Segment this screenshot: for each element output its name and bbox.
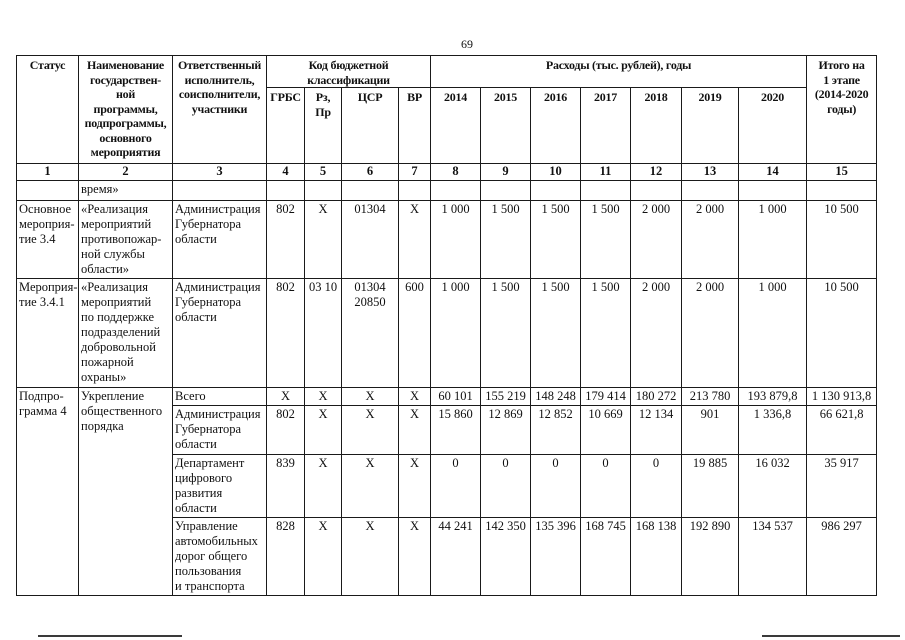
column-number: 14 [739,164,807,181]
expense-2017-cell: 179 414 [581,388,631,406]
vr-header: ВР [399,88,431,164]
total-cell: 10 500 [807,279,877,388]
csr-cell: Х [342,388,399,406]
expense-2017-cell: 168 745 [581,518,631,596]
csr-cell: 01304 [342,201,399,279]
rz-pr-cell: 03 10 [305,279,342,388]
expense-cell [682,181,739,201]
expenses-header: Расходы (тыс. рублей), годы [431,56,807,88]
column-number: 12 [631,164,682,181]
vr-cell: Х [399,518,431,596]
total-cell: 986 297 [807,518,877,596]
page-number: 69 [461,37,473,51]
expense-2016-cell: 0 [531,455,581,518]
rz-pr-cell: Х [305,455,342,518]
expense-2018-cell: 2 000 [631,279,682,388]
csr-cell: Х [342,455,399,518]
rz-pr-cell: Х [305,406,342,455]
table-row [17,201,877,279]
column-number: 3 [173,164,267,181]
grbs-cell [267,181,305,201]
total-cell: 10 500 [807,201,877,279]
expense-2019-cell: 901 [682,406,739,455]
column-number: 8 [431,164,481,181]
expense-2019-cell: 213 780 [682,388,739,406]
name-cell: время» [79,181,173,201]
expense-2014-cell: 0 [431,455,481,518]
column-number: 2 [79,164,173,181]
expense-2015-cell: 1 500 [481,279,531,388]
expense-2019-cell: 192 890 [682,518,739,596]
csr-cell: Х [342,406,399,455]
budget-code-header: Код бюджетной классификации [267,56,431,88]
responsible-header: Ответственный исполнитель, соисполнители, участники [173,56,267,164]
expense-2017-cell: 10 669 [581,406,631,455]
expense-2020-cell: 1 000 [739,201,807,279]
status-cell: Мероприя- тие 3.4.1 [17,279,79,388]
expense-2019-cell: 19 885 [682,455,739,518]
vr-cell: Х [399,455,431,518]
column-number-row [17,164,877,181]
total-cell: 1 130 913,8 [807,388,877,406]
csr-cell [342,181,399,201]
total-cell [807,181,877,201]
vr-cell: Х [399,388,431,406]
column-number: 1 [17,164,79,181]
responsible-cell: Администрация Губернатора области [173,406,267,455]
table-row [17,388,877,406]
rz-pr-cell: Х [305,201,342,279]
expense-2019-cell: 2 000 [682,279,739,388]
expense-cell [481,181,531,201]
rz-pr-cell: Х [305,518,342,596]
expense-2016-cell: 135 396 [531,518,581,596]
expense-2016-cell: 1 500 [531,279,581,388]
status-header: Статус [17,56,79,164]
csr-header: ЦСР [342,88,399,164]
expense-2015-cell: 12 869 [481,406,531,455]
responsible-cell: Всего [173,388,267,406]
expense-2020-cell: 1 000 [739,279,807,388]
expense-2017-cell: 0 [581,455,631,518]
expense-cell [581,181,631,201]
total-header: Итого на 1 этапе (2014-2020 годы) [807,56,877,164]
expense-2018-cell: 168 138 [631,518,682,596]
column-number: 7 [399,164,431,181]
expense-2018-cell: 12 134 [631,406,682,455]
grbs-cell: 802 [267,201,305,279]
expense-2014-cell: 1 000 [431,201,481,279]
grbs-cell: Х [267,388,305,406]
year-header-2019: 2019 [682,88,739,164]
name-header: Наименование государствен- ной программы, подпрограммы, основного мероприятия [79,56,173,164]
expense-2015-cell: 0 [481,455,531,518]
total-cell: 35 917 [807,455,877,518]
expense-2014-cell: 1 000 [431,279,481,388]
csr-cell: 01304 20850 [342,279,399,388]
column-number: 9 [481,164,531,181]
table-row [17,181,877,201]
status-cell: Подпро- грамма 4 [17,388,79,596]
expense-2020-cell: 1 336,8 [739,406,807,455]
status-cell [17,181,79,201]
expense-2020-cell: 193 879,8 [739,388,807,406]
expense-2015-cell: 142 350 [481,518,531,596]
expense-2018-cell: 2 000 [631,201,682,279]
name-cell: «Реализация мероприятий противопожар- ной службы области» [79,201,173,279]
year-header-2017: 2017 [581,88,631,164]
column-number: 10 [531,164,581,181]
responsible-cell: Администрация Губернатора области [173,279,267,388]
column-number: 13 [682,164,739,181]
vr-cell: Х [399,201,431,279]
responsible-cell: Департамент цифрового развития области [173,455,267,518]
expense-2016-cell: 148 248 [531,388,581,406]
year-header-2018: 2018 [631,88,682,164]
year-header-2016: 2016 [531,88,581,164]
grbs-cell: 802 [267,406,305,455]
csr-cell: Х [342,518,399,596]
expense-2017-cell: 1 500 [581,201,631,279]
expense-2014-cell: 60 101 [431,388,481,406]
expense-2019-cell: 2 000 [682,201,739,279]
total-cell: 66 621,8 [807,406,877,455]
expense-cell [739,181,807,201]
name-cell: «Реализация мероприятий по поддержке подразделений добровольной пожарной охраны» [79,279,173,388]
expense-2020-cell: 134 537 [739,518,807,596]
rz-pr-header: Рз, Пр [305,88,342,164]
responsible-cell: Администрация Губернатора области [173,201,267,279]
vr-cell: Х [399,406,431,455]
expense-2018-cell: 180 272 [631,388,682,406]
expense-2014-cell: 44 241 [431,518,481,596]
budget-table [16,55,877,596]
grbs-cell: 802 [267,279,305,388]
column-number: 11 [581,164,631,181]
rz-pr-cell: Х [305,388,342,406]
rz-pr-cell [305,181,342,201]
scan-edge-line [762,635,900,637]
expense-cell [631,181,682,201]
responsible-cell: Управление автомобильных дорог общего пользования и транспорта [173,518,267,596]
name-cell: Укрепление общественного порядка [79,388,173,596]
grbs-header: ГРБС [267,88,305,164]
expense-2014-cell: 15 860 [431,406,481,455]
vr-cell [399,181,431,201]
scan-edge-line [38,635,182,637]
year-header-2015: 2015 [481,88,531,164]
grbs-cell: 839 [267,455,305,518]
header-row [17,56,877,88]
expense-2017-cell: 1 500 [581,279,631,388]
column-number: 6 [342,164,399,181]
expense-2015-cell: 155 219 [481,388,531,406]
responsible-cell [173,181,267,201]
expense-2018-cell: 0 [631,455,682,518]
expense-cell [431,181,481,201]
column-number: 5 [305,164,342,181]
expense-2016-cell: 1 500 [531,201,581,279]
status-cell: Основное мероприя- тие 3.4 [17,201,79,279]
column-number: 4 [267,164,305,181]
expense-2016-cell: 12 852 [531,406,581,455]
grbs-cell: 828 [267,518,305,596]
column-number: 15 [807,164,877,181]
vr-cell: 600 [399,279,431,388]
expense-2020-cell: 16 032 [739,455,807,518]
expense-2015-cell: 1 500 [481,201,531,279]
expense-cell [531,181,581,201]
year-header-2020: 2020 [739,88,807,164]
table-row [17,279,877,388]
year-header-2014: 2014 [431,88,481,164]
